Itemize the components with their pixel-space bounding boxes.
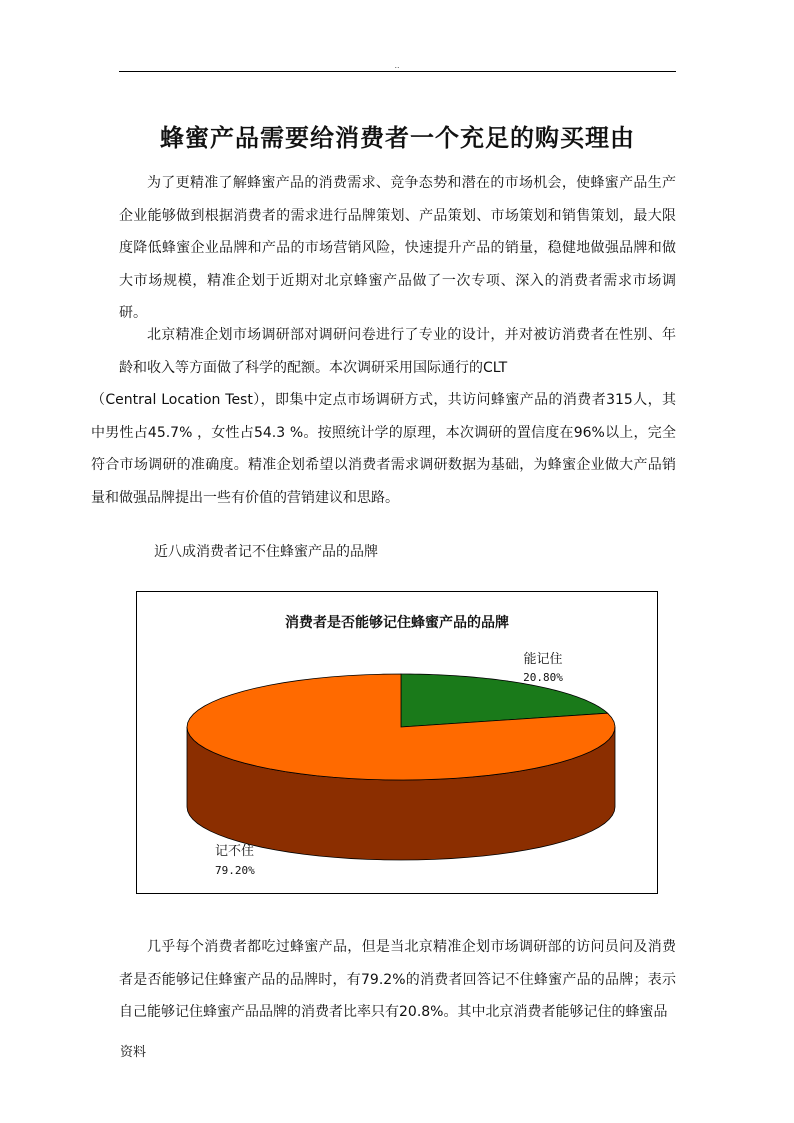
footer-text: 资料: [120, 1045, 147, 1060]
pie-chart-svg: [137, 592, 657, 893]
paragraph-intro: 为了更精准了解蜂蜜产品的消费需求、竞争态势和潜在的市场机会，使蜂蜜产品生产企业能够做到根据消费者的需求进行品牌策划、产品策划、市场策划和销售策划，最大限度降低蜂蜜企业品牌和产品的市场营销风险，快速提升产品的销量，稳健地做强品牌和做大市场规模，精准企划于近期对北京蜂蜜产品做了一次专项、深入的消费者需求市场调研。: [119, 175, 676, 321]
paragraph-method: [91, 319, 676, 514]
slice-label-remember: 能记住: [523, 652, 563, 667]
header-rule: [119, 71, 676, 72]
document-title: 蜂蜜产品需要给消费者一个充足的购买理由: [160, 123, 635, 152]
pie-chart: [136, 591, 658, 894]
paragraph-method-line-2: （Central Location Test），即集中定点市场调研方式，共访问蜂蜜产品的消费者315人，其中男性占45.7% ，女性占54.3 %。按照统计学的原理，本次调研的置信度在96%以上，完全符合市场调研的准确度。精准企划希望以消费者需求调研数据为基础，为蜂蜜企业做大产品销量和做强品牌提出一些有价值的营销建议和思路。: [91, 392, 676, 506]
slice-value-remember: 20.80%: [523, 671, 563, 684]
slice-value-forget: 79.20%: [215, 864, 255, 877]
slice-label-forget: 记不住: [215, 844, 255, 859]
paragraph-method-line-1: 北京精准企划市场调研部对调研问卷进行了专业的设计，并对被访消费者在性别、年龄和收入等方面做了科学的配额。本次调研采用国际通行的CLT: [119, 327, 676, 376]
chart-title: 消费者是否能够记住蜂蜜产品的品牌: [285, 615, 509, 631]
subheading: 近八成消费者记不住蜂蜜产品的品牌: [154, 544, 378, 560]
header-mark: ..: [394, 61, 400, 70]
paragraph-findings: 几乎每个消费者都吃过蜂蜜产品，但是当北京精准企划市场调研部的访问员问及消费者是否能够记住蜂蜜产品的品牌时，有79.2%的消费者回答记不住蜂蜜产品的品牌；表示自己能够记住蜂蜜产品品牌的消费者比率只有20.8%。其中北京消费者能够记住的蜂蜜品: [119, 939, 676, 1020]
